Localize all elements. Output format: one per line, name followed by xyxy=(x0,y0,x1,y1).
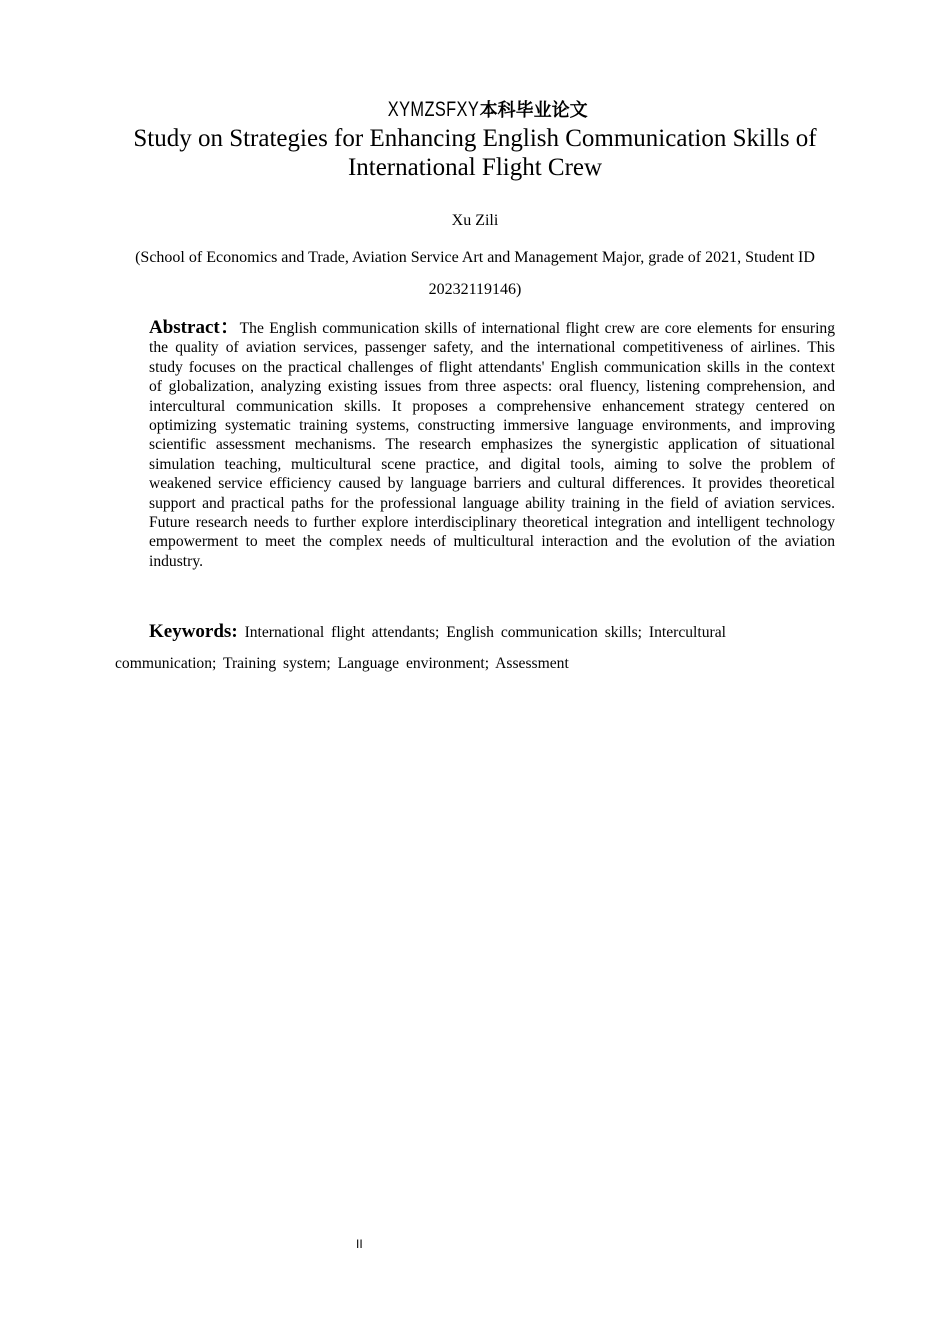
paper-title: Study on Strategies for Enhancing English Communication Skills of International Flight Crew xyxy=(133,125,817,181)
abstract-text: The English communication skills of international flight crew are core elements for ensuring the quality of aviation services, passenger safety, and the international competitiveness of airlines. This study focuses on the practical challenges of flight attendants' English communication skills in the context of globalization, analyzing existing issues from three aspects: oral fluency, listening comprehension, and intercultural communication skills. It proposes a comprehensive enhancement strategy centered on optimizing systematic training systems, constructing immersive language environments, and improving scientific assessment mechanisms. The research emphasizes the synergistic application of situational simulation teaching, multicultural scene practice, and digital tools, aiming to solve the problem of weakened service efficiency caused by language barriers and cultural differences. It provides theoretical support and practical paths for the professional language ability training in the field of aviation services. Future research needs to further explore interdisciplinary theoretical integration and intelligent technology empowerment to meet the complex needs of multicultural interaction and the evolution of the aviation industry. xyxy=(149,320,835,570)
abstract-label: Abstract： xyxy=(149,317,240,338)
keywords-label: Keywords: xyxy=(149,621,238,642)
keyword-item: Intercultural communication; xyxy=(115,624,726,672)
author-name: Xu Zili xyxy=(451,212,499,229)
keyword-item: Assessment xyxy=(495,655,569,672)
page-number: II xyxy=(356,1237,363,1251)
keyword-item: Training system; xyxy=(222,655,331,672)
keyword-item: International flight attendants; xyxy=(244,624,440,641)
keywords-paragraph xyxy=(115,616,790,679)
thesis-type: 本科毕业论文 xyxy=(479,100,588,121)
thesis-header xyxy=(0,96,950,124)
author-affiliation: (School of Economics and Trade, Aviation Service Art and Management Major, grade of 2021, Student ID 20232119146) xyxy=(135,249,815,298)
school-code: XYMZSFXY xyxy=(388,98,480,121)
keyword-item: Language environment; xyxy=(337,655,490,672)
keyword-item: English communication skills; xyxy=(446,624,642,641)
abstract-paragraph xyxy=(149,318,835,571)
